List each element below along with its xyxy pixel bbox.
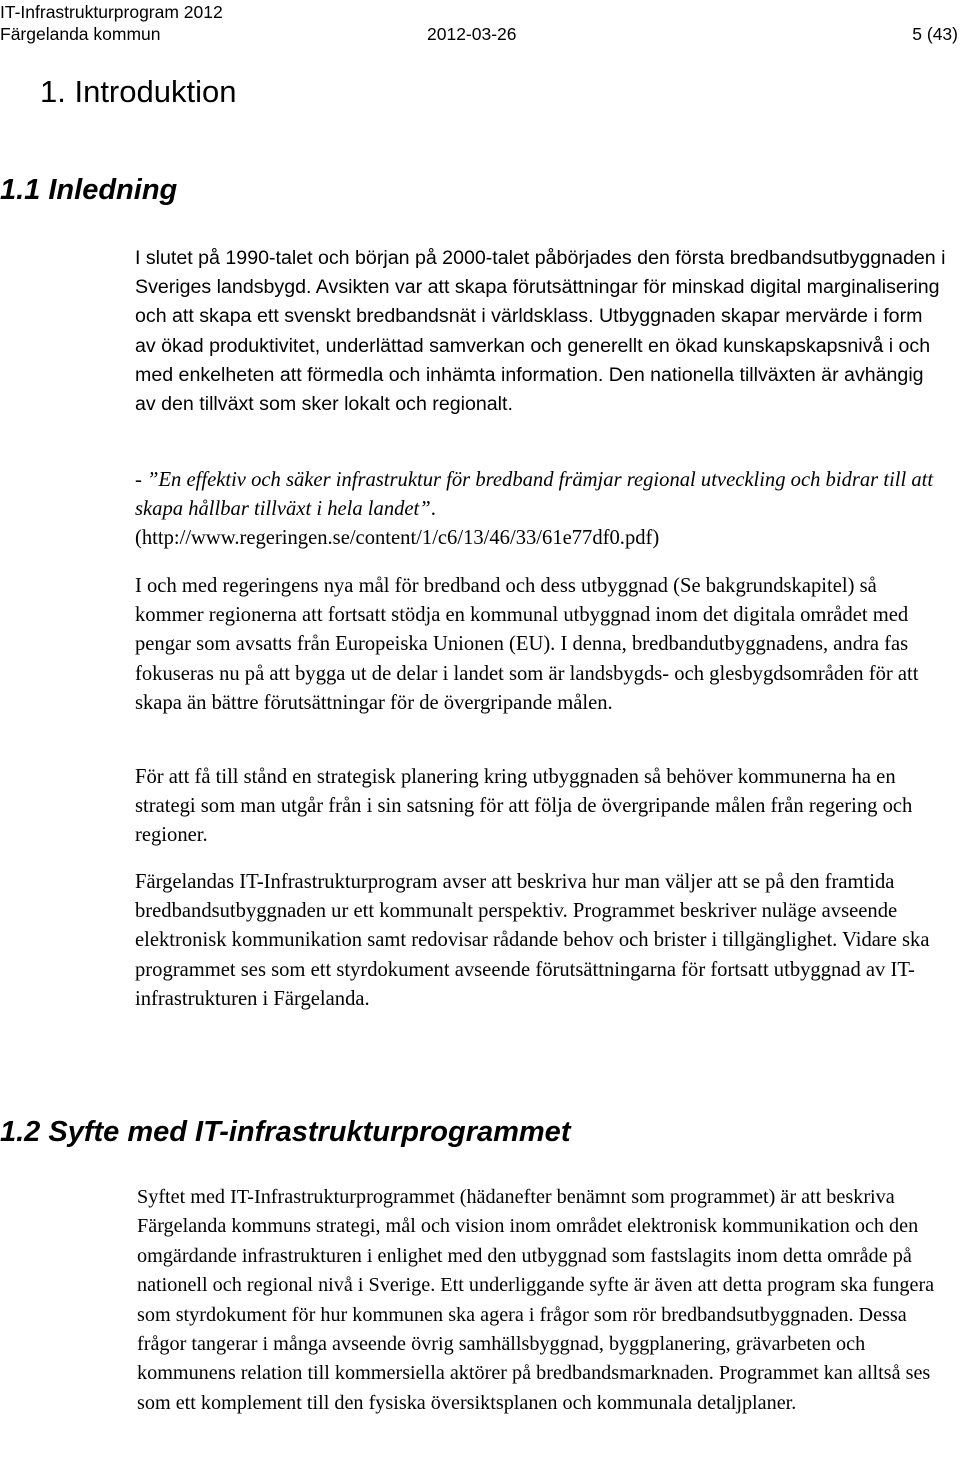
quote-source: (http://www.regeringen.se/content/1/c6/13/46/33/61e77df0.pdf) [135,527,660,550]
header-page-number: 5 (43) [912,24,958,44]
intro-sentences-a: I slutet på 1990-talet och början på 2000-talet påbörjades den första bredbandsutbyggnaden i Sveriges landsbygd. Avsikten var att skapa förutsättningar för minskad digital marginalisering och att skapa ett svenskt bredbandsnät i världsklass. [135,247,946,328]
paragraph-programmet [135,868,947,1014]
intro-sentences-c: Den nationella tillväxten är avhängig av den tillväxt som sker lokalt och regionalt. [135,363,924,416]
paragraph-strategisk-planering [135,763,947,851]
quote-suffix: . [430,498,436,521]
section-heading-inledning: 1.1 Inledning [0,174,178,206]
header-program-title: IT-Infrastrukturprogram 2012 [0,2,223,22]
paragraph-syfte [137,1183,947,1418]
paragraph-text: I och med regeringens nya mål för bredband och dess utbyggnad (Se bakgrundskapitel) så kommer regionerna att fortsatt stödja en kommunal utbyggnad inom det digitala området med pengar som avsatts från Europeiska Unionen (EU). I denna, bredbandutbyggnadens, andra fas fokuseras nu på att bygga ut de delar i landet som är landsbygds- och glesbygdsområden för att skapa än bättre förutsättningar för de övergripande målen. [135,575,919,714]
header-date: 2012-03-26 [427,24,517,44]
paragraph-text: För att få till stånd en strategisk planering kring utbyggnaden så behöver kommunerna ha en strategi som man utgår från i sin satsning för att följa de övergripande målen från regering och regioner. [135,766,913,847]
quote-text: ”En effektiv och säker infrastruktur för bredband främjar regional utveckling och bidrar till att skapa hållbar tillväxt i hela landet” [135,469,934,521]
intro-sentences-b: Utbyggnaden skapar mervärde i form av ökad produktivitet, underlättad samverkan och generellt en ökad kunskapskapsnivå i och med enkelheten att förmedla och inhämta information. [135,305,931,386]
paragraph-text: Syftet med IT-Infrastrukturprogrammet (hädanefter benämnt som programmet) är att beskriva Färgelanda kommuns strategi, mål och vision inom området elektronisk kommunikation och den omgärdande infrastrukturen i enlighet med den utbyggnad som fastslagits inom detta område på nationell och regional nivå i Sverige. Ett underliggande syfte är även att detta program ska fungera som styrdokument för hur kommunen ska agera i frågor som rör bredbandsutbyggnaden. Dessa frågor tangerar i många avseende övrig samhällsbyggnad, byggplanering, grävarbeten och kommunens relation till kommersiella aktörer på bredbandsmarknaden. Programmet kan alltså ses som ett komplement till den fysiska översiktsplanen och kommunala detaljplaner. [137,1186,935,1414]
paragraph-regeringens-mal [135,572,947,718]
chapter-title: 1. Introduktion [40,74,237,109]
quote-block [135,466,947,554]
paragraph-intro [135,244,947,419]
header-municipality: Färgelanda kommun [0,24,161,44]
quote-prefix: - [135,469,148,491]
paragraph-text: Färgelandas IT-Infrastrukturprogram avser att beskriva hur man väljer att se på den framtida bredbandsutbyggnaden ur ett kommunalt perspektiv. Programmet beskriver nuläge avseende elektronisk kommunikation samt redovisar rådande behov och brister i tillgänglighet. Vidare ska programmet ses som ett styrdokument avseende förutsättningarna för fortsatt utbyggnad av IT-infrastrukturen i Färgelanda. [135,871,930,1010]
section-heading-syfte: 1.2 Syfte med IT-infrastrukturprogrammet [0,1116,571,1148]
